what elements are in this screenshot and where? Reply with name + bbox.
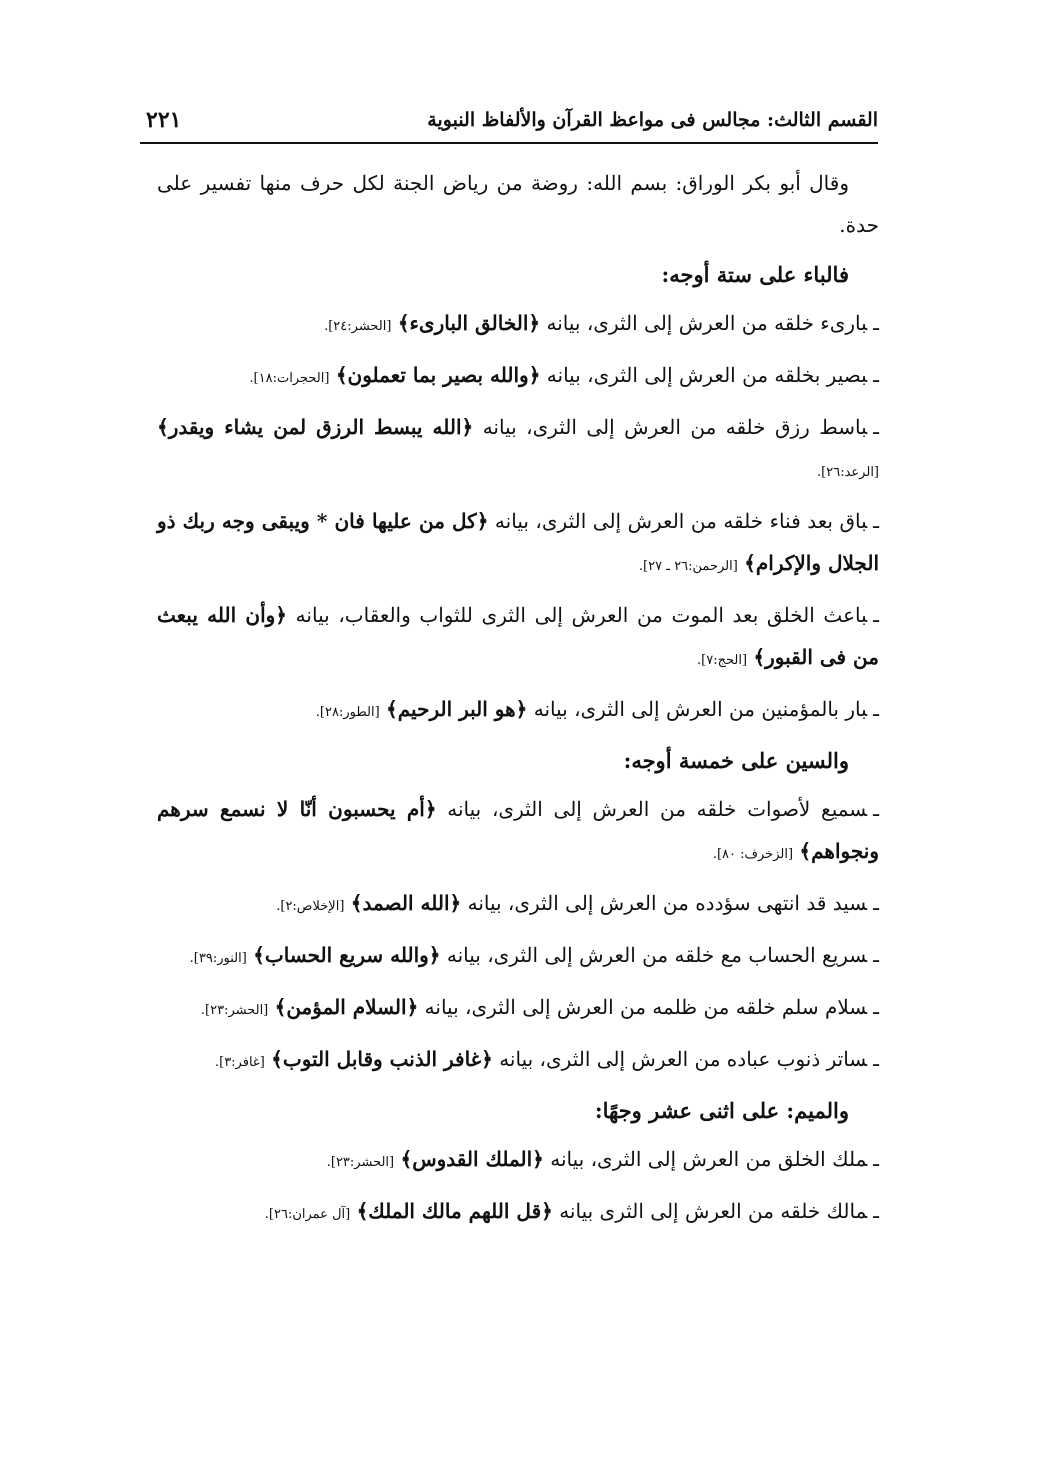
list-item: ـباسط رزق خلقه من العرش إلى الثرى، بيانه ﴿الله يبسط الرزق لمن يشاء ويقدر﴾ [الرعد:٢٦].	[157, 415, 879, 480]
list-item: ـسلام سلم خلقه من ظلمه من العرش إلى الثرى، بيانه ﴿السلام المؤمن﴾ [الحشر:٢٣].	[200, 995, 879, 1019]
page-number: ٢٢١	[146, 107, 182, 133]
running-title: القسم الثالث: مجالس فى مواعظ القرآن والألفاظ النبوية	[427, 109, 878, 131]
list-item: ـباعث الخلق بعد الموت من العرش إلى الثرى للثواب والعقاب، بيانه ﴿وأن الله يبعث من فى القبور﴾ [الحج:٧].	[157, 603, 879, 669]
list-item: ـباق بعد فناء خلقه من العرش إلى الثرى، بيانه ﴿كل من عليها فان * ويبقى وجه ربك ذو الجلال والإكرام﴾ [الرحمن:٢٦ ـ ٢٧].	[157, 509, 879, 575]
list-item: ـبار بالمؤمنين من العرش إلى الثرى، بيانه ﴿هو البر الرحيم﴾ [الطور:٢٨].	[315, 697, 879, 721]
page-body	[157, 162, 879, 1242]
section-ba	[157, 254, 879, 734]
section-mim	[157, 1090, 879, 1236]
section-heading: والسين على خمسة أوجه:	[623, 748, 849, 773]
list-item: ـساتر ذنوب عباده من العرش إلى الثرى، بيانه ﴿غافر الذنب وقابل التوب﴾ [غافر:٣].	[214, 1047, 879, 1071]
section-heading: والميم: على اثنى عشر وجهًا:	[594, 1098, 849, 1123]
page-header	[140, 98, 878, 144]
section-sin	[157, 740, 879, 1084]
list-item: ـملك الخلق من العرش إلى الثرى، بيانه ﴿الملك القدوس﴾ [الحشر:٢٣].	[326, 1147, 879, 1171]
list-item: ـبارىء خلقه من العرش إلى الثرى، بيانه ﴿الخالق البارىء﴾ [الحشر:٢٤].	[324, 311, 879, 335]
list-item: ـبصير بخلقه من العرش إلى الثرى، بيانه ﴿والله بصير بما تعملون﴾ [الحجرات:١٨].	[249, 363, 879, 387]
list-item: ـسريع الحساب مع خلقه من العرش إلى الثرى، بيانه ﴿والله سريع الحساب﴾ [النور:٣٩].	[189, 943, 879, 967]
list-item: ـسميع لأصوات خلقه من العرش إلى الثرى، بيانه ﴿أم يحسبون أنّا لا نسمع سرهم ونجواهم﴾ [الزخرف: ٨٠].	[157, 797, 879, 863]
intro-paragraph: وقال أبو بكر الوراق: بسم الله: روضة من رياض الجنة لكل حرف منها تفسير على حدة.	[157, 171, 879, 237]
section-heading: فالباء على ستة أوجه:	[661, 262, 849, 287]
list-item: ـسيد قد انتهى سؤدده من العرش إلى الثرى، بيانه ﴿الله الصمد﴾ [الإخلاص:٢].	[276, 891, 879, 915]
list-item: ـمالك خلقه من العرش إلى الثرى بيانه ﴿قل اللهم مالك الملك﴾ [آل عمران:٢٦].	[264, 1199, 879, 1223]
